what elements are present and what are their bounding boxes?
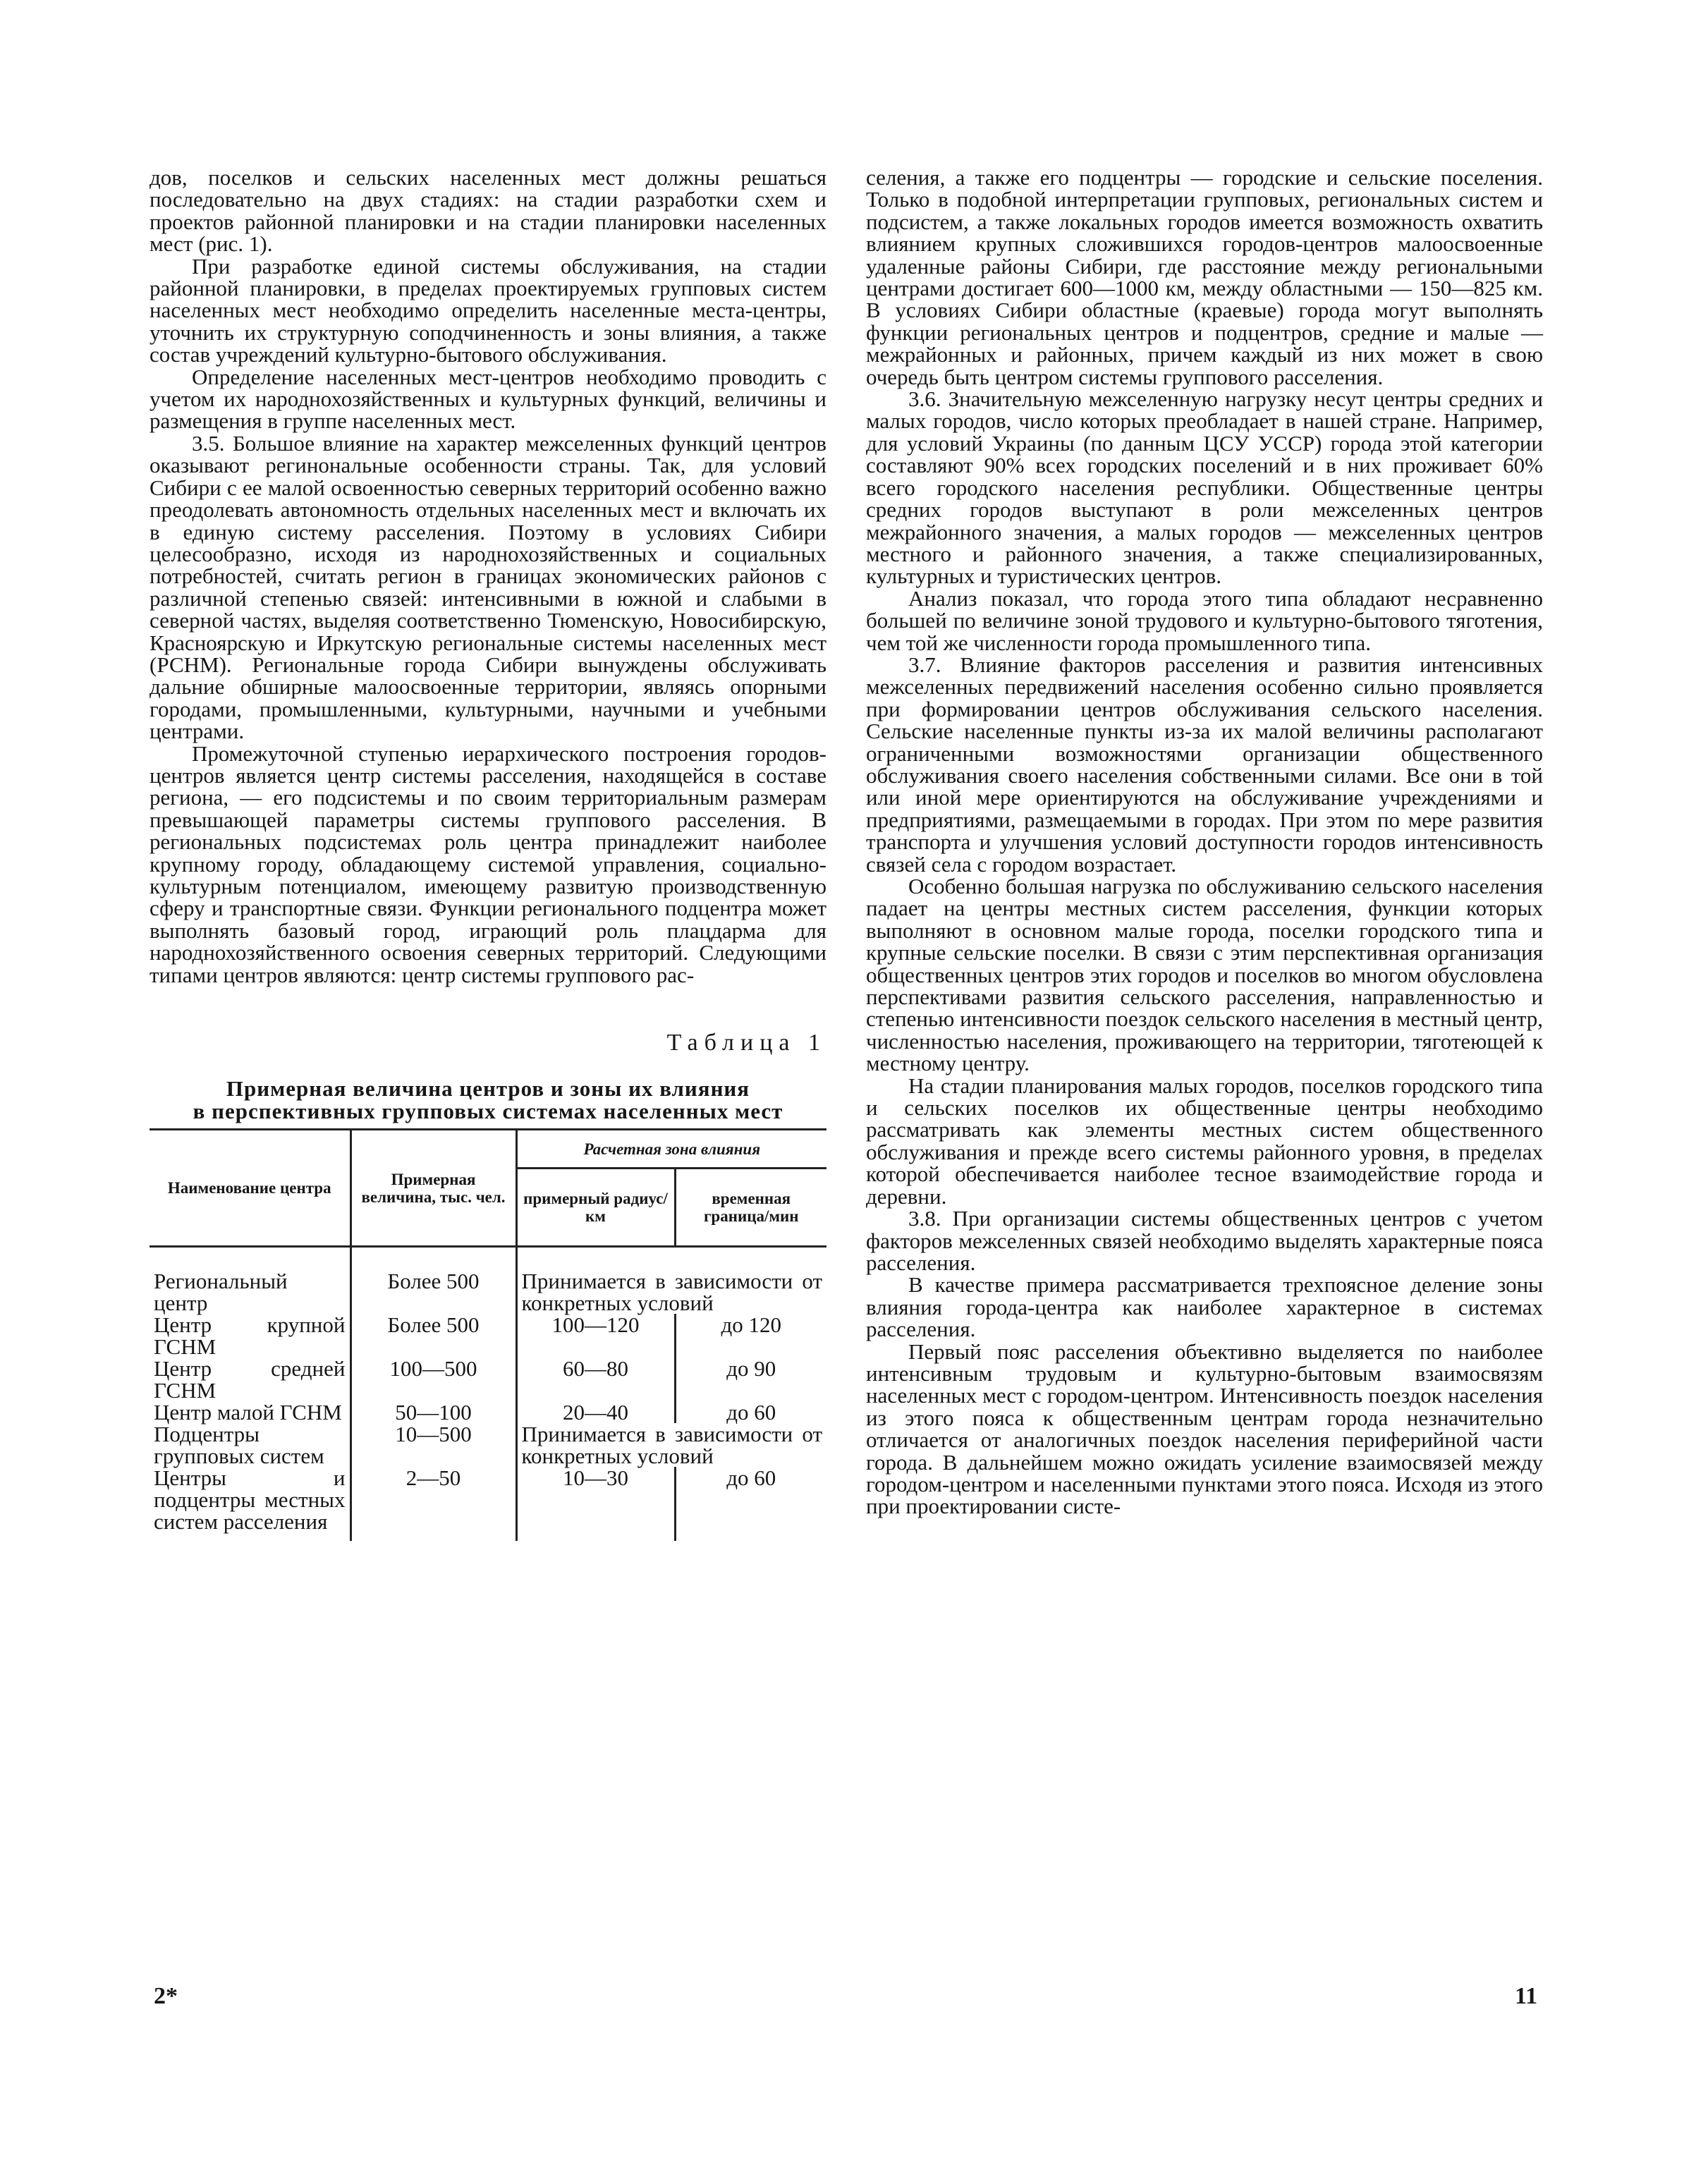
table-title	[150, 1078, 826, 1123]
cell-size: 100—500	[350, 1358, 516, 1401]
cell-size: 50—100	[350, 1401, 516, 1423]
paragraph: Первый пояс расселения объективно выделяется по наиболее интенсивным трудовым и культурно-бытовым взаимосвязям населенных мест с городом-центром. Интенсивность поездок населения из этого пояса к общественным центрам города незначительно отличается от аналогичных поездок населения периферийной части города. В дальнейшем можно ожидать усиление взаимосвязей между городом-центром и населенными пунктами этого пояса. Исходя из этого при проектировании систе-	[866, 1338, 1543, 1519]
cell-size: Более 500	[350, 1314, 516, 1358]
table-title-line: в перспективных групповых системах населенных мест	[193, 1099, 783, 1124]
cell-radius: 100—120	[516, 1314, 675, 1358]
cell-name: Центр крупной ГСНМ	[150, 1314, 350, 1358]
table-row	[150, 1467, 826, 1541]
table-caption: Таблица 1	[666, 1030, 826, 1056]
cell-time: до 60	[726, 1400, 776, 1425]
header-time: временная граница/мин	[675, 1169, 826, 1247]
paragraph: 3.6. Значительную межселенную нагрузку несут центры средних и малых городов, число которых преобладает в нашей стране. Например, для условий Украины (по данным ЦСУ УССР) города этой категории составляют 90% всех городских поселений и в них проживает 60% всего городского населения республики. Общественные центры средних городов выступают в роли межселенных центров межрайонного значения, а малых городов — межселенных центров местного и районного значения, а также специализированных, культурных и туристических центров.	[866, 386, 1543, 589]
cell-radius: 10—30	[516, 1467, 675, 1541]
paragraph: 3.5. Большое влияние на характер межселенных функций центров оказывают регинональные особенности страны. Так, для условий Сибири с ее малой освоенностью северных территорий особенно важно преодолевать автономность отдельных населенных мест и включать их в единую систему расселения. Поэтому в условиях Сибири целесообразно, исходя из народнохозяйственных и социальных потребностей, считать регион в границах экономических районов с различной степенью связей: интенсивными в южной и слабыми в северной частях, выделяя соответственно Тюменскую, Новосибирскую, Красноярскую и Иркутскую региональные системы населенных мест (РСНМ). Региональные города Сибири вынуждены обслуживать дальние обширные малоосвоенные территории, являясь опорными городами, промышленными, культурными, научными и учебными центрами.	[150, 430, 826, 744]
paragraph: 3.8. При организации системы общественных центров с учетом факторов межселенных связей необходимо выделять характерные пояса расселения.	[866, 1206, 1543, 1275]
cell-time: до 120	[721, 1312, 782, 1338]
table-row	[150, 1423, 826, 1467]
header-radius: примерный радиус/км	[516, 1169, 675, 1247]
table-row	[150, 1314, 826, 1358]
table-row	[150, 1401, 826, 1423]
cell-zone-span: Принимается в зависимости от конкретных условий	[521, 1269, 823, 1316]
paragraph: На стадии планирования малых городов, поселков городского типа и сельских поселков их общественные центры необходимо рассматривать как элементы местных систем общественного обслуживания и прежде всего системы районного уровня, в пределах которой обеспечивается наиболее тесное взаимодействие города и деревни.	[866, 1073, 1543, 1209]
cell-name: Центр малой ГСНМ	[150, 1401, 350, 1423]
cell-size: 2—50	[350, 1467, 516, 1541]
page-number: 11	[1515, 1983, 1538, 2009]
header-name: Наименование центра	[150, 1130, 350, 1247]
cell-name: Центр средней ГСНМ	[150, 1358, 350, 1401]
cell-time: до 60	[726, 1465, 776, 1491]
table-row	[150, 1247, 826, 1315]
cell-name: Региональный центр	[150, 1247, 350, 1315]
table-title-line: Примерная величина центров и зоны их влияния	[226, 1076, 750, 1102]
paragraph: селения, а также его подцентры — городские и сельские поселения. Только в подобной интерпретации групповых, региональных систем и подсистем, а также локальных городов имеется возможность охватить влиянием крупных сложившихся городов-центров малоосвоенные удаленные районы Сибири, где расстояние между региональными центрами достигает 600—1000 км, между областными — 150—825 км. В условиях Сибири областные (краевые) города могут выполнять функции региональных центров и подцентров, средние и малые — межрайонных и районных, причем каждый из них может в свою очередь быть центром системы группового расселения.	[866, 165, 1543, 389]
cell-size: Более 500	[350, 1247, 516, 1315]
paragraph: При разработке единой системы обслуживания, на стадии районной планировки, в пределах проектируемых групповых систем населенных мест необходимо определить населенные места-центры, уточнить их структурную соподчиненность и зоны влияния, а также состав учреждений культурно-бытового обслуживания.	[150, 253, 826, 367]
header-zone-group: Расчетная зона влияния	[516, 1130, 826, 1169]
header-size: Примерная величина, тыс. чел.	[350, 1130, 516, 1247]
paragraph: Анализ показал, что города этого типа обладают несравненно большей по величине зоной трудового и культурно-бытового тяготения, чем той же численности города промышленного типа.	[866, 585, 1543, 655]
cell-radius: 60—80	[516, 1358, 675, 1401]
paragraph: Промежуточной ступенью иерархического построения городов-центров является центр системы расселения, находящейся в составе региона, — его подсистемы и по своим территориальным размерам превышающей параметры системы группового расселения. В региональных подсистемах роль центра принадлежит наиболее крупному городу, обладающему системой управления, социально-культурным потенциалом, имеющему развитую производственную сферу и транспортные связи. Функции регионального подцентра может выполнять базовый город, играющий роль плацдарма для народнохозяйственного освоения северных территорий. Следующими типами центров являются: центр системы группового рас-	[150, 740, 826, 987]
cell-name: Центры и подцентры местных систем расселения	[150, 1467, 350, 1541]
left-column	[150, 166, 826, 1541]
right-column	[866, 166, 1543, 1518]
table-row	[150, 1358, 826, 1401]
cell-time: до 90	[726, 1356, 776, 1382]
cell-name: Подцентры групповых систем	[150, 1423, 350, 1467]
paragraph: 3.7. Влияние факторов расселения и развития интенсивных межселенных передвижений населения особенно сильно проявляется при формировании центров обслуживания сельского населения. Сельские населенные пункты из-за их малой величины располагают ограниченными возможностями организации общественного обслуживания своего населения собственными силами. Все они в той или иной мере ориентируются на обслуживание учреждениями и предприятиями, размещаемыми в городах. При этом по мере развития транспорта и улучшения условий доступности городов интенсивность связей села с городом возрастает.	[866, 652, 1543, 877]
paragraph: В качестве примера рассматривается трехпоясное деление зоны влияния города-центра как наиболее характерное в системах расселения.	[866, 1272, 1543, 1342]
signature-mark: 2*	[154, 1983, 178, 2009]
centers-table	[150, 1128, 826, 1541]
cell-size: 10—500	[350, 1423, 516, 1467]
paragraph: Особенно большая нагрузка по обслуживанию сельского населения падает на центры местных систем расселения, функции которых выполняют в основном малые города, поселки городского типа и крупные сельские поселки. В связи с этим перспективная организация общественных центров этих городов и поселков во многом обусловлена перспективами развития сельского расселения, направленностью и степенью интенсивности поездок сельского населения в местный центр, численностью населения, проживающего на территории, тяготеющей к местному центру.	[866, 874, 1543, 1076]
cell-zone-span: Принимается в зависимости от конкретных условий	[521, 1422, 823, 1469]
paragraph: Определение населенных мест-центров необходимо проводить с учетом их народнохозяйственных и культурных функций, величины и размещения в группе населенных мест.	[150, 364, 826, 434]
paragraph: дов, поселков и сельских населенных мест должны решаться последовательно на двух стадиях: на стадии разработки схем и проектов районной планировки и на стадии планировки населенных мест (рис. 1).	[150, 165, 826, 257]
cell-radius: 20—40	[516, 1401, 675, 1423]
